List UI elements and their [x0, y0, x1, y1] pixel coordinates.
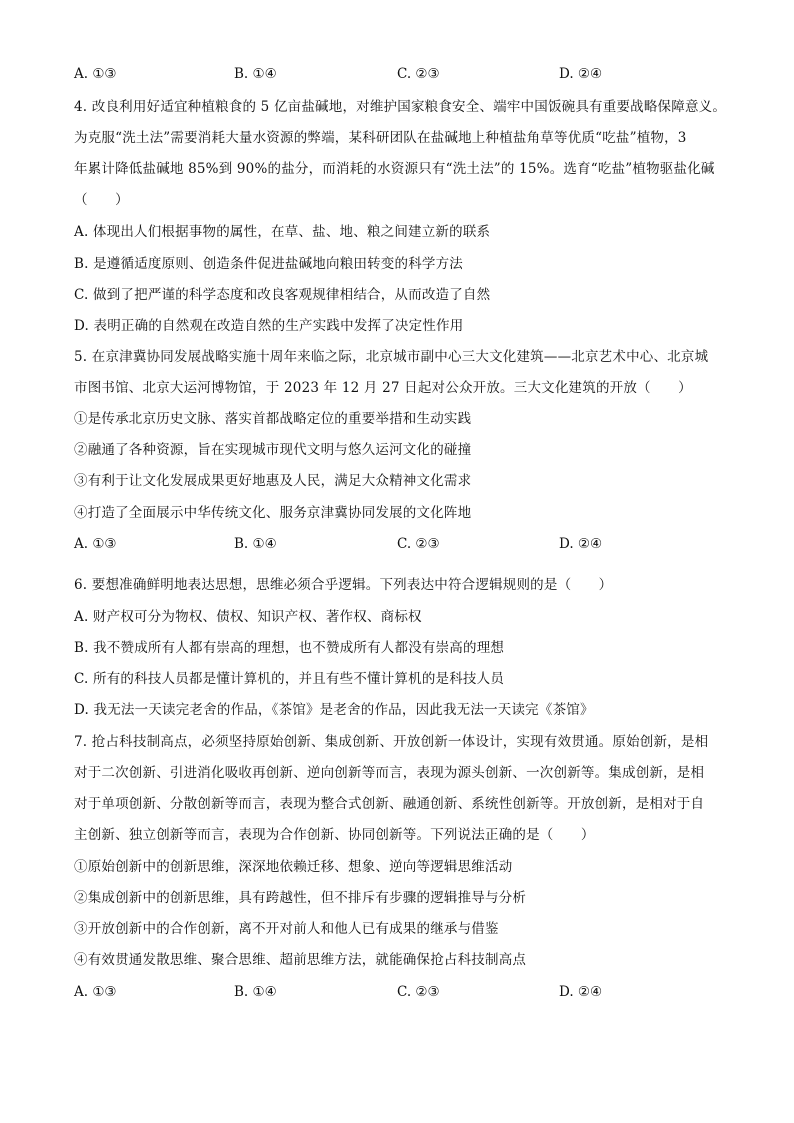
q7-statement-2: ②集成创新中的创新思维，具有跨越性，但不排斥有步骤的逻辑推导与分析 [74, 890, 527, 906]
q7-stem-line: 对于单项创新、分散创新等而言，表现为整合式创新、融通创新、系统性创新等。开放创新，是相对于自 [74, 796, 705, 812]
option-b: B. ①④ [234, 536, 277, 552]
option-a: A. ①③ [74, 984, 117, 1000]
q3-options [74, 64, 734, 84]
q5-options [74, 534, 734, 554]
option-c: C. ②③ [397, 984, 440, 1000]
option-d: D. ②④ [559, 536, 603, 552]
q6-choice-b: B. 我不赞成所有人都有崇高的理想，也不赞成所有人都没有崇高的理想 [74, 640, 505, 656]
q4-choice-d: D. 表明正确的自然观在改造自然的生产实践中发挥了决定性作用 [74, 318, 464, 334]
q5-statement-1: ①是传承北京历史文脉、落实首都战略定位的重要举措和生动实践 [74, 411, 472, 427]
q5-statement-4: ④打造了全面展示中华传统文化、服务京津冀协同发展的文化阵地 [74, 505, 472, 521]
q7-statement-4: ④有效贯通发散思维、聚合思维、超前思维方法，就能确保抢占科技制高点 [74, 952, 527, 968]
option-b: B. ①④ [234, 66, 277, 82]
q7-stem-line: 对于二次创新、引进消化吸收再创新、逆向创新等而言，表现为源头创新、一次创新等。集成创新，是相 [74, 765, 705, 781]
q4-choice-c: C. 做到了把严谨的科学态度和改良客观规律相结合，从而改造了自然 [74, 287, 491, 303]
q4-answer-blank: （ ） [74, 192, 129, 208]
q4-choice-a: A. 体现出人们根据事物的属性，在草、盐、地、粮之间建立新的联系 [74, 224, 491, 240]
q6-stem-line: 6. 要想准确鲜明地表达思想，思维必须合乎逻辑。下列表达中符合逻辑规则的是（ ） [74, 577, 613, 593]
option-a: A. ①③ [74, 536, 117, 552]
q6-choice-d: D. 我无法一天读完老舍的作品，《茶馆》是老舍的作品，因此我无法一天读完《茶馆》 [74, 702, 594, 718]
option-b: B. ①④ [234, 984, 277, 1000]
q4-stem-line: 年累计降低盐碱地 85%到 90%的盐分，而消耗的水资源只有“洗土法”的 15%。选育“吃盐”植物驱盐化碱 [74, 161, 715, 177]
q5-stem-line: 5. 在京津冀协同发展战略实施十周年来临之际，北京城市副中心三大文化建筑——北京艺术中心、北京城 [74, 349, 709, 365]
q4-stem-line: 4. 改良利用好适宜种植粮食的 5 亿亩盐碱地，对维护国家粮食安全、端牢中国饭碗具有重要战略保障意义。 [74, 99, 727, 115]
option-a: A. ①③ [74, 66, 117, 82]
q7-statement-1: ①原始创新中的创新思维，深深地依赖迁移、想象、逆向等逻辑思维活动 [74, 859, 513, 875]
q7-stem-line: 主创新、独立创新等而言，表现为合作创新、协同创新等。下列说法正确的是（ ） [74, 827, 595, 843]
q4-stem-line: 为克服“洗土法”需要消耗大量水资源的弊端，某科研团队在盐碱地上种植盐角草等优质“吃盐”植物，3 [74, 130, 687, 146]
q7-statement-3: ③开放创新中的合作创新，离不开对前人和他人已有成果的继承与借鉴 [74, 921, 499, 937]
q5-statement-2: ②融通了各种资源，旨在实现城市现代文明与悠久运河文化的碰撞 [74, 442, 472, 458]
q5-statement-3: ③有利于让文化发展成果更好地惠及人民，满足大众精神文化需求 [74, 473, 472, 489]
q7-stem-line: 7. 抢占科技制高点，必须坚持原始创新、集成创新、开放创新一体设计，实现有效贯通。原始创新，是相 [74, 734, 709, 750]
q5-stem-line: 市图书馆、北京大运河博物馆，于 2023 年 12 月 27 日起对公众开放。三大文化建筑的开放（ ） [74, 380, 692, 396]
q7-options [74, 982, 734, 1002]
option-c: C. ②③ [397, 536, 440, 552]
q6-choice-a: A. 财产权可分为物权、债权、知识产权、著作权、商标权 [74, 609, 422, 625]
q6-choice-c: C. 所有的科技人员都是懂计算机的，并且有些不懂计算机的是科技人员 [74, 671, 505, 687]
option-c: C. ②③ [397, 66, 440, 82]
option-d: D. ②④ [559, 66, 603, 82]
q4-choice-b: B. 是遵循适度原则、创造条件促进盐碱地向粮田转变的科学方法 [74, 256, 464, 272]
option-d: D. ②④ [559, 984, 603, 1000]
